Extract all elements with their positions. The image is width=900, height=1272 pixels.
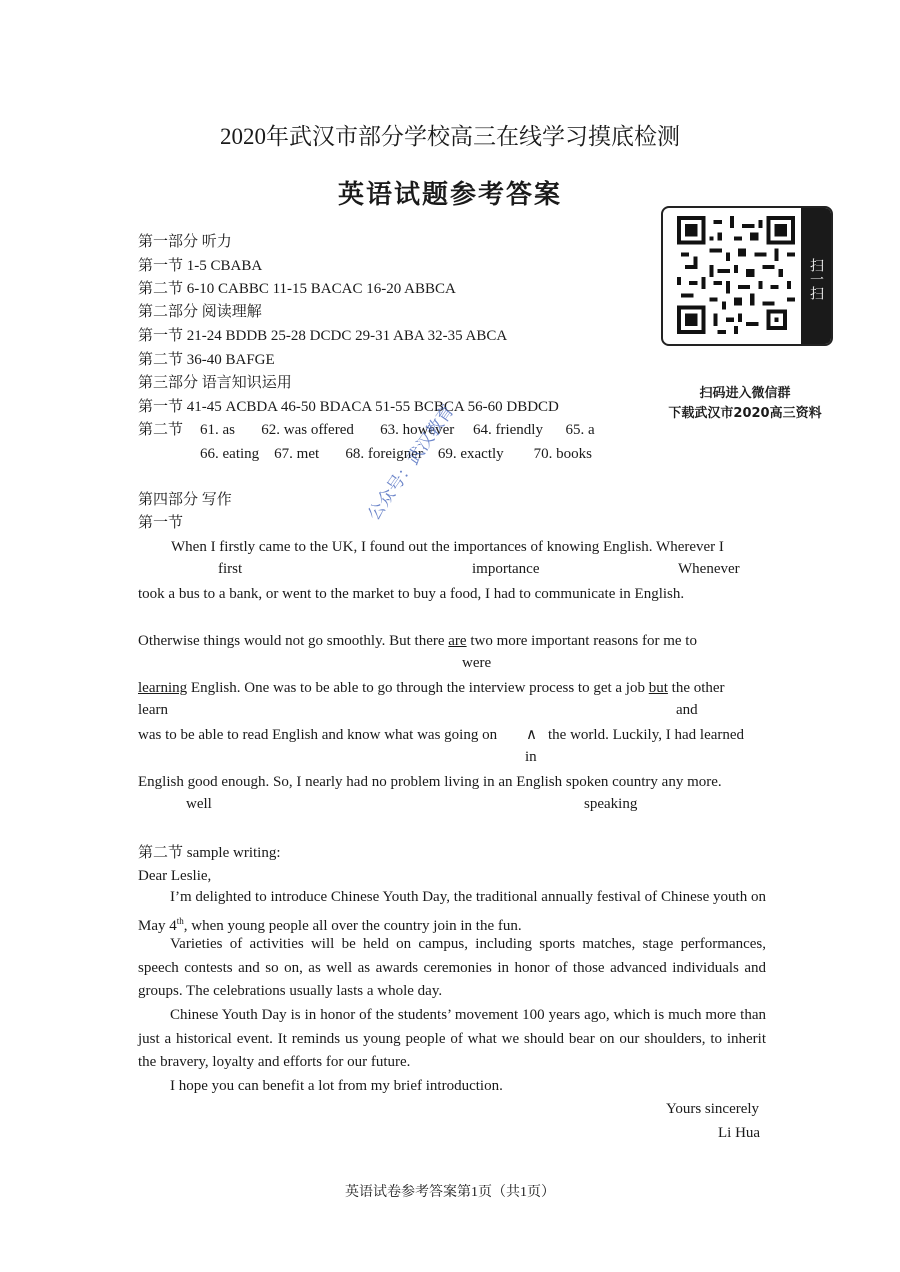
letter-p1-text-b: , when young people all over the country join in the fun. xyxy=(183,917,522,934)
letter-paragraph-2 xyxy=(138,933,766,1004)
part2-section1: 第一节 21-24 BDDB 25-28 DCDC 29-31 ABA 32-35 ABCA xyxy=(138,328,508,344)
part2-section2: 第二节 36-40 BAFGE xyxy=(138,352,275,368)
part4-section1-label: 第一节 xyxy=(138,515,184,531)
part3-heading: 第三部分 语言知识运用 xyxy=(138,375,292,391)
part4-heading: 第四部分 写作 xyxy=(138,492,232,508)
part3-section2-row1: 61. as 62. was offered 63. however 64. friendly 65. a xyxy=(200,422,595,438)
correction-fix-first: first xyxy=(218,561,243,577)
correction-fix-and: and xyxy=(676,702,698,718)
correction-fix-learn: learn xyxy=(138,702,168,718)
line4-text-b: the other xyxy=(667,680,725,696)
letter-paragraph-4 xyxy=(138,1075,766,1099)
letter-p1-text-a: I’m delighted to introduce Chinese Youth Day, the traditional annually festival of Chinese youth on May 4 xyxy=(138,889,766,934)
letter-p3-text: Chinese Youth Day is in honor of the students’ movement 100 years ago, which is much more than just a historical event. It reminds us young people of what we should bear on our shoulders, to inherit the bravery, loyalty and efforts for our future. xyxy=(138,1007,766,1070)
letter-paragraph-3 xyxy=(138,1004,766,1075)
correction-line-4 xyxy=(138,678,725,698)
qr-caption-1: 扫码进入微信群 xyxy=(699,386,791,401)
correction-line-3 xyxy=(138,631,697,651)
qr-scan-label: 扫一扫 xyxy=(801,208,831,344)
insertion-mark: ∧ xyxy=(526,727,537,743)
part3-section2-row2: 66. eating 67. met 68. foreigner 69. exactly 70. books xyxy=(200,446,593,462)
correction-line-2: took a bus to a bank, or went to the market to buy a food, I had to communicate in English. xyxy=(138,586,685,602)
line3-text-b: two more important reasons for me to xyxy=(466,633,697,649)
correction-line-5b: the world. Luckily, I had learned xyxy=(548,727,745,743)
part3-section1: 第一节 41-45 ACBDA 46-50 BDACA 51-55 BCBCA 56-60 DBDCD xyxy=(138,399,559,415)
letter-p2-text: Varieties of activities will be held on campus, including sports matches, stage performances, speech contests and so on, as well as awards ceremonies in honor of those advanced individuals and groups. The celebrations usually lasts a whole day. xyxy=(138,936,766,999)
page-footer: 英语试卷参考答案第1页（共1页） xyxy=(345,1185,555,1200)
letter-greeting: Dear Leslie, xyxy=(138,868,212,884)
correction-line-5a: was to be able to read English and know what was going on xyxy=(138,727,498,743)
watermark-text: 公众号：武汉教育 xyxy=(364,401,459,525)
line4-error-but: but xyxy=(648,680,668,696)
correction-fix-importance: importance xyxy=(472,561,540,577)
correction-fix-speaking: speaking xyxy=(584,796,638,812)
letter-p4-text: I hope you can benefit a lot from my brief introduction. xyxy=(170,1078,503,1094)
letter-paragraph-1 xyxy=(138,886,766,938)
correction-fix-in: in xyxy=(525,749,537,765)
part3-section2-label: 第二节 xyxy=(138,422,184,438)
qr-caption-2: 下载武汉市2020高三资料 xyxy=(668,406,822,421)
line3-error-are: are xyxy=(448,633,467,649)
document-title: 2020年武汉市部分学校高三在线学习摸底检测 xyxy=(220,124,680,149)
line4-error-learning: learning xyxy=(138,680,188,696)
letter-closing: Yours sincerely xyxy=(666,1101,760,1117)
part1-section2: 第二节 6-10 CABBC 11-15 BACAC 16-20 ABBCA xyxy=(138,281,456,297)
letter-signature: Li Hua xyxy=(718,1125,761,1141)
correction-fix-well: well xyxy=(186,796,212,812)
part4-section2-label: 第二节 sample writing: xyxy=(138,845,281,861)
qr-code-card[interactable] xyxy=(661,206,833,346)
part1-heading: 第一部分 听力 xyxy=(138,234,232,250)
correction-line-6: English good enough. So, I nearly had no problem living in an English spoken country any more. xyxy=(138,774,722,790)
line4-text-a: English. One was to be able to go through the interview process to get a job xyxy=(187,680,649,696)
document-subtitle: 英语试题参考答案 xyxy=(337,180,562,209)
qr-code-image xyxy=(677,216,795,334)
line3-text-a: Otherwise things would not go smoothly. But there xyxy=(138,633,449,649)
letter-p1-superscript: th xyxy=(176,915,184,926)
correction-line-1: When I firstly came to the UK, I found out the importances of knowing English. Wherever I xyxy=(171,539,724,555)
correction-fix-were: were xyxy=(462,655,492,671)
part2-heading: 第二部分 阅读理解 xyxy=(138,304,262,320)
correction-fix-whenever: Whenever xyxy=(678,561,740,577)
part1-section1: 第一节 1-5 CBABA xyxy=(138,258,263,274)
